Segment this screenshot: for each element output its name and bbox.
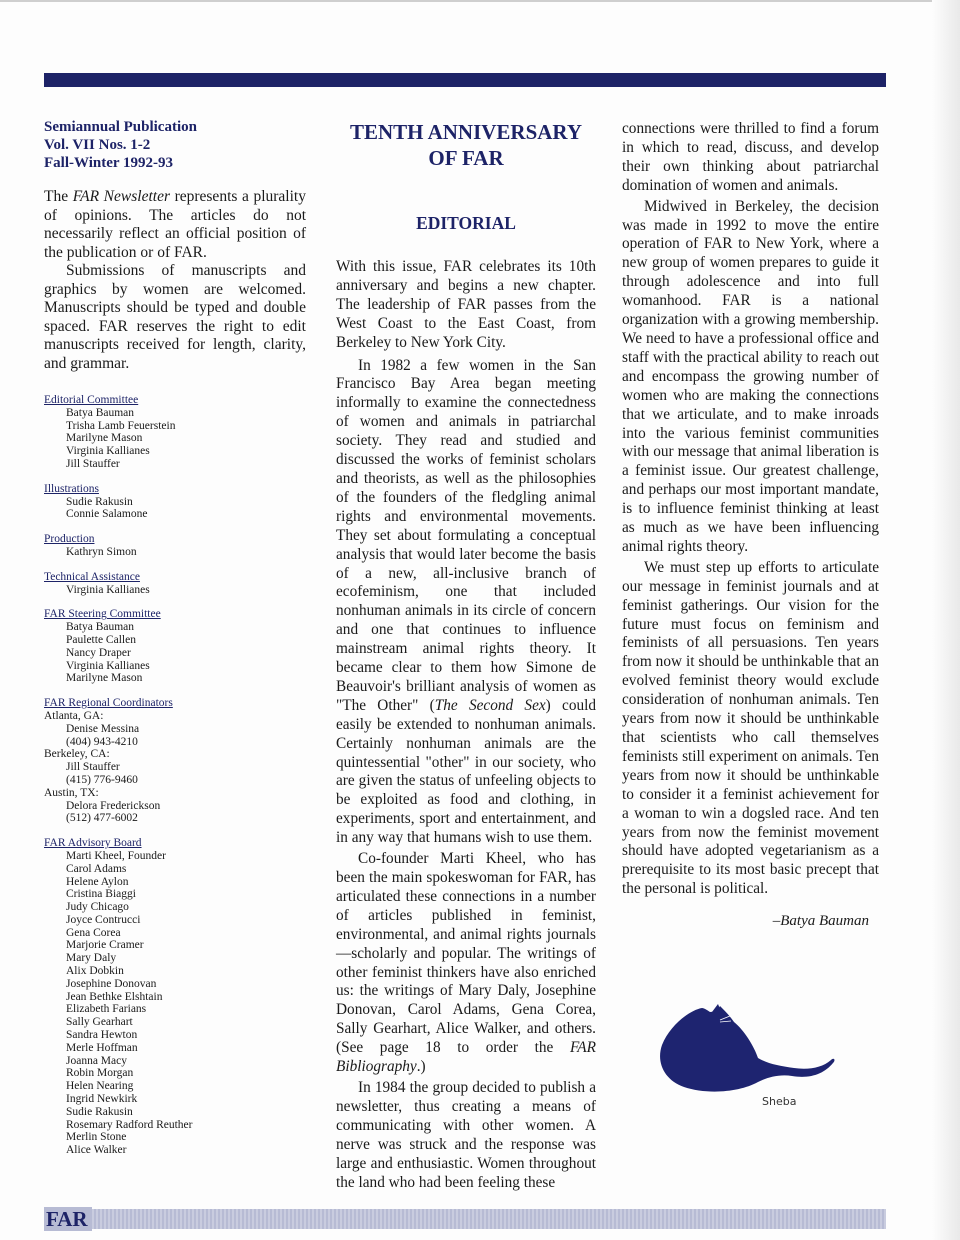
coordinator-name: Jill Stauffer — [66, 761, 120, 774]
staff-name: Sudie Rakusin — [66, 495, 133, 508]
volume-number: Vol. VII Nos. 1-2 — [44, 137, 151, 153]
staff-name: Sandra Hewton — [66, 1029, 138, 1042]
staff-group — [44, 394, 306, 471]
paragraph — [336, 357, 596, 849]
staff-name: Jill Stauffer — [66, 457, 120, 470]
cat-silhouette — [660, 1006, 834, 1092]
coordinator-name: Delora Frederickson — [66, 799, 161, 812]
staff-group-title: FAR Advisory Board — [44, 837, 142, 850]
coordinator-city: Berkeley, CA: — [44, 748, 110, 761]
staff-name: Helene Aylon — [66, 875, 129, 888]
staff-group-title: Illustrations — [44, 482, 99, 495]
coordinator-name: Denise Messina — [66, 722, 140, 735]
staff-name: Connie Salamone — [66, 508, 148, 521]
text-run: represents a plurality of opinions. The articles do not necessarily reflect an official position of the publication or of FAR. — [44, 188, 306, 261]
staff-group — [44, 533, 306, 559]
coordinator-phone: (512) 477-6002 — [66, 812, 138, 825]
staff-name: Virginia Kallianes — [66, 445, 150, 458]
staff-name: Joyce Contrucci — [66, 913, 141, 926]
disclaimer-paragraph — [44, 188, 306, 262]
section-heading: EDITORIAL — [416, 213, 516, 233]
staff-name: Kathryn Simon — [66, 545, 137, 558]
submissions-paragraph: Submissions of manuscripts and graphics by women are welcomed. Manuscripts should be typed and double spaced. FAR reserves the right to edit manuscripts received for length, clarity, and grammar. — [44, 262, 306, 372]
staff-name: Mary Daly — [66, 952, 117, 965]
paragraph — [336, 850, 596, 1077]
text-run: The — [44, 188, 73, 205]
page-edge-shadow — [932, 0, 960, 1240]
staff-name: Cristina Biaggi — [66, 888, 136, 901]
coordinator-city: Austin, TX: — [44, 786, 99, 799]
staff-name: Marti Kheel, Founder — [66, 849, 166, 862]
staff-name: Marilyne Mason — [66, 432, 143, 445]
staff-name: Alice Walker — [66, 1144, 127, 1157]
staff-name: Jean Bethke Elshtain — [66, 990, 163, 1003]
staff-group — [44, 837, 306, 1157]
staff-group — [44, 608, 306, 685]
text-run: ) could easily be extended to nonhuman animals. Certainly nonhuman animals are the quintessential "other" in our society, who are given the status of unfeeling objects to be exploited as food and clothing, in experiments, sport and entertainment, and in any way that humans wish to use them. — [336, 696, 597, 847]
coordinator-phone: (415) 776-9460 — [66, 773, 138, 786]
article-title-line-1: TENTH ANNIVERSARY — [349, 120, 583, 144]
staff-name: Judy Chicago — [66, 901, 129, 914]
cat-illustration — [650, 1000, 850, 1110]
text-run: In 1982 a few women in the San Francisco Bay Area began meeting informally to examine the connectedness of women and animals in patriarchal society. They read and studied and discussed the works of feminist scholars and theorists, as well as the philosophies of the founders of the fledgling animal rights and environmental movements. They set about formulating a conceptual analysis that would later become the basis of a new, all-inclusive branch of ecofeminism, one that included nonhuman animals in its circle of concern and one that continues to influence mainstream animal rights theory. It became clear to them how Simone de Beauvoir's brilliant analysis of women as "The Other" ( — [336, 356, 596, 714]
paragraph: We must step up efforts to articulate our message in feminist journals and at feminist gatherings. Our vision for the future must focus on feminism and feminists of all persuasions. Ten years from now it should be unthinkable that an evolved feminist theory would exclude consideration of nonhuman animals. Ten years from now it should be unthinkable that scientists who call themselves feminists still experiment on animals. Ten years from now it should be unthinkable to consider it a feminist achievement for a woman to win a dogsled race. And ten years from now the feminist movement should have adopted vegetarianism as a prerequisite to its most basic precept that the personal is political. — [622, 558, 879, 898]
header-rule — [44, 73, 886, 87]
footer-bar — [44, 1209, 886, 1229]
staff-name: Rosemary Radford Reuther — [66, 1118, 193, 1131]
coordinator-city: Atlanta, GA: — [44, 709, 104, 722]
staff-name: Merlin Stone — [66, 1131, 127, 1144]
staff-group-title: Technical Assistance — [44, 570, 140, 583]
staff-name: Nancy Draper — [66, 646, 131, 659]
text-run: Co-founder Marti Kheel, who has been the main spokeswoman for FAR, has articulated these connections in a number of articles published in feminist, environmental, and animal rights journals—scholarly and popular. The writings of other feminist thinkers have also enriched us: the writings of Mary Daly, Josephine Donovan, Carol Adams, Gena Corea, Sally Gearhart, Alice Walker, and others. (See page 18 to order the — [336, 850, 596, 1057]
article-title-line-2: OF FAR — [428, 146, 504, 170]
staff-name: Helen Nearing — [66, 1080, 134, 1093]
regional-coordinators — [44, 697, 306, 825]
staff-name: Gena Corea — [66, 926, 121, 939]
staff-name: Josephine Donovan — [66, 977, 157, 990]
staff-name: Carol Adams — [66, 862, 127, 875]
staff-name: Sally Gearhart — [66, 1016, 133, 1029]
staff-group-title: Production — [44, 533, 95, 546]
author-signature: –Batya Bauman — [772, 913, 869, 930]
staff-group-title: Editorial Committee — [44, 394, 139, 406]
paragraph: In 1984 the group decided to publish a newsletter, thus creating a means of communicating with other women. A nerve was struck and the response was large and enthusiastic. Women throughout the land who had been feeling these — [336, 1078, 596, 1191]
illustration-caption: Sheba — [762, 1095, 797, 1108]
staff-name: Paulette Callen — [66, 633, 136, 646]
newsletter-name: FAR Newsletter — [72, 188, 170, 205]
coordinator-phone: (404) 943-4210 — [66, 735, 138, 748]
staff-name: Joanna Macy — [66, 1054, 127, 1067]
bibliography-title: FAR Bibliography — [336, 1039, 596, 1076]
staff-name: Virginia Kallianes — [66, 583, 150, 596]
issue-season: Fall-Winter 1992-93 — [44, 155, 174, 171]
masthead-column — [44, 118, 306, 1169]
paragraph: connections were thrilled to find a forum in which to read, discuss, and develop their own thinking about patriarchal domination of women and animals. — [622, 120, 879, 194]
publication-frequency: Semiannual Publication — [44, 119, 197, 135]
footer-label: FAR — [44, 1207, 92, 1231]
text-run: .) — [416, 1058, 426, 1076]
book-title: The Second Sex — [434, 696, 546, 714]
staff-name: Batya Bauman — [66, 406, 135, 419]
staff-name: Alix Dobkin — [66, 965, 124, 978]
staff-name: Trisha Lamb Feuerstein — [66, 419, 176, 432]
scan-edge — [0, 0, 960, 2]
paragraph: Midwived in Berkeley, the decision was made in 1992 to move the entire operation of FAR to New York, where a new group of women prepares to guide it through adolescence and into full womanhood. FAR is a national organization with a growing membership. We need to have a professional office and staff with the practical ability to reach out and encompass the growing number of women who are making the connections that we articulate, and to make inroads into the various feminist communities with our message that animal liberation is a feminist issue. Our greatest challenge, and perhaps our most important mandate, is to influence feminist thinking at least as much as we have been influencing animal rights theory. — [622, 197, 879, 555]
article-body — [336, 258, 596, 1192]
staff-group — [44, 483, 306, 521]
article-column-1 — [336, 119, 596, 1194]
article-column-2 — [622, 120, 879, 930]
staff-name: Marilyne Mason — [66, 672, 143, 685]
staff-name: Ingrid Newkirk — [66, 1093, 138, 1106]
article-body-continued — [622, 120, 879, 899]
staff-group — [44, 571, 306, 597]
staff-name: Batya Bauman — [66, 621, 135, 634]
paragraph: With this issue, FAR celebrates its 10th anniversary and begins a new chapter. The leadership of FAR passes from the West Coast to the East Coast, from Berkeley to New York City. — [336, 258, 596, 351]
staff-name: Marjorie Cramer — [66, 939, 144, 952]
staff-group-title: FAR Regional Coordinators — [44, 697, 173, 710]
disclaimer — [44, 188, 306, 373]
staff-name: Robin Morgan — [66, 1067, 134, 1080]
staff-name: Sudie Rakusin — [66, 1105, 133, 1118]
staff-group-title: FAR Steering Committee — [44, 608, 161, 621]
staff-name: Elizabeth Farians — [66, 1003, 147, 1016]
staff-name: Virginia Kallianes — [66, 659, 150, 672]
staff-listing — [44, 394, 306, 1157]
staff-name: Merle Hoffman — [66, 1041, 138, 1054]
